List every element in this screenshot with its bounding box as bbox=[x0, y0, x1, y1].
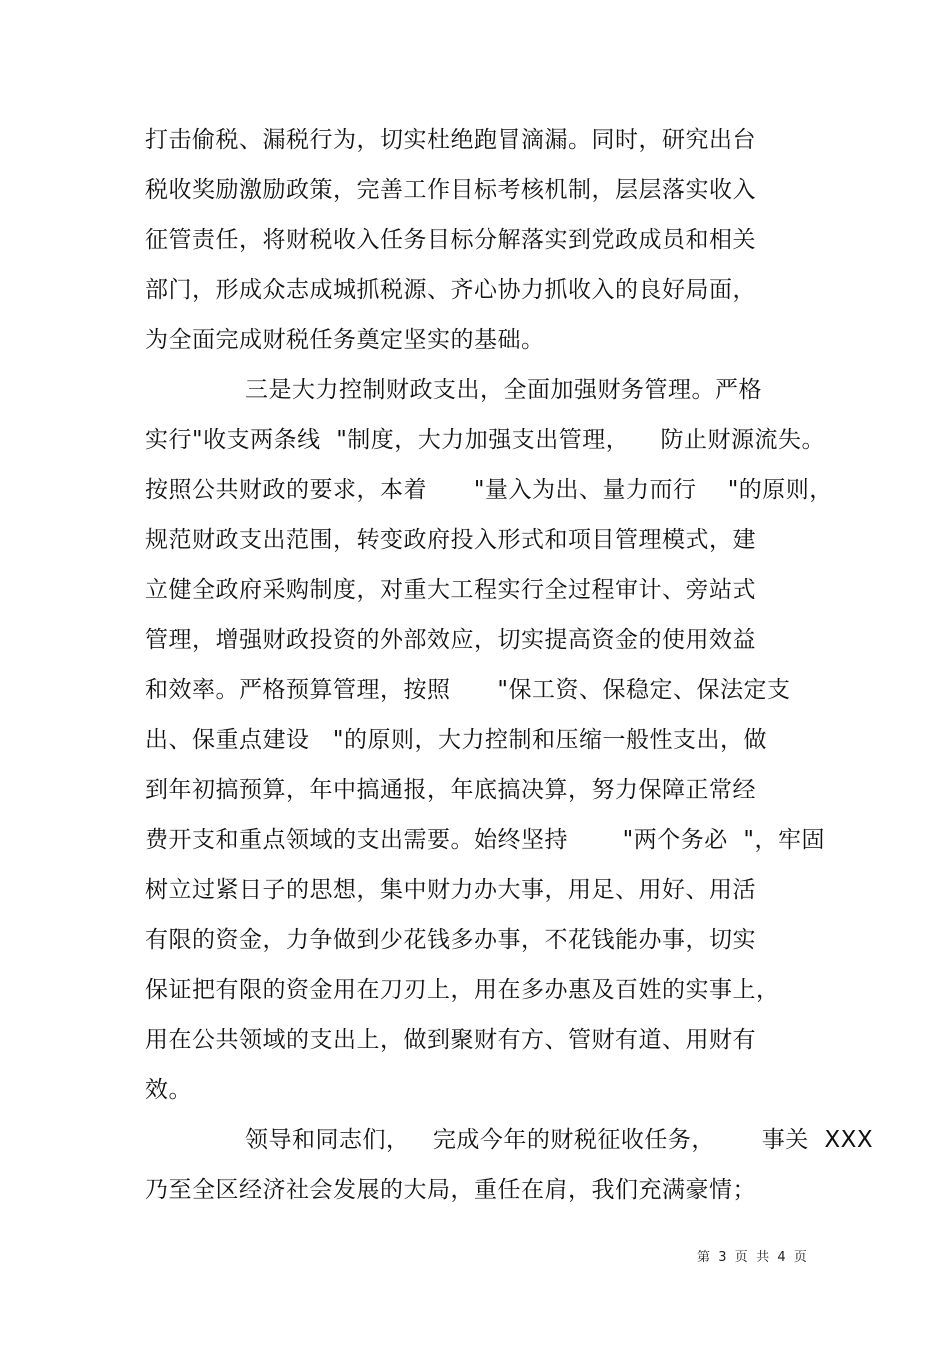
paragraph-line: 按照公共财政的要求，本着 "量入为出、量力而行 "的原则， bbox=[145, 477, 833, 503]
page-number: 第 3 页 共 4 页 bbox=[697, 1250, 807, 1265]
paragraph-line: 出、保重点建设 "的原则，大力控制和压缩一般性支出，做 bbox=[145, 727, 768, 753]
paragraph-line: 立健全政府采购制度，对重大工程实行全过程审计、旁站式 bbox=[145, 577, 756, 603]
paragraph-line: 三是大力控制财政支出，全面加强财务管理。严格 bbox=[245, 377, 762, 403]
paragraph-line: 为全面完成财税任务奠定坚实的基础。 bbox=[145, 327, 545, 353]
paragraph-line: 部门，形成众志成城抓税源、齐心协力抓收入的良好局面， bbox=[145, 277, 756, 303]
paragraph-line: 效。 bbox=[145, 1077, 192, 1103]
paragraph-line: 用在公共领域的支出上，做到聚财有方、管财有道、用财有 bbox=[145, 1027, 756, 1053]
paragraph-line: 和效率。严格预算管理，按照 "保工资、保稳定、保法定支 bbox=[145, 677, 791, 703]
paragraph-line: 实行"收支两条线 "制度，大力加强支出管理， 防止财源流失。 bbox=[145, 427, 826, 453]
paragraph-line: 保证把有限的资金用在刀刃上，用在多办惠及百姓的实事上， bbox=[145, 977, 780, 1003]
paragraph-line: 树立过紧日子的思想，集中财力办大事，用足、用好、用活 bbox=[145, 877, 756, 903]
paragraph-line: 领导和同志们， 完成今年的财税征收任务， 事关 XXX bbox=[245, 1127, 874, 1153]
paragraph-line: 打击偷税、漏税行为，切实杜绝跑冒滴漏。同时，研究出台 bbox=[145, 127, 756, 153]
paragraph-line: 管理，增强财政投资的外部效应，切实提高资金的使用效益 bbox=[145, 627, 756, 653]
paragraph-line: 征管责任，将财税收入任务目标分解落实到党政成员和相关 bbox=[145, 227, 756, 253]
paragraph-line: 费开支和重点领域的支出需要。始终坚持 "两个务必 "，牢固 bbox=[145, 827, 825, 853]
paragraph-line: 规范财政支出范围，转变政府投入形式和项目管理模式，建 bbox=[145, 527, 756, 553]
paragraph-line: 乃至全区经济社会发展的大局，重任在肩，我们充满豪情； bbox=[145, 1177, 756, 1203]
paragraph-line: 有限的资金，力争做到少花钱多办事，不花钱能办事，切实 bbox=[145, 927, 756, 953]
paragraph-line: 税收奖励激励政策，完善工作目标考核机制，层层落实收入 bbox=[145, 177, 756, 203]
paragraph-line: 到年初搞预算，年中搞通报，年底搞决算，努力保障正常经 bbox=[145, 777, 756, 803]
